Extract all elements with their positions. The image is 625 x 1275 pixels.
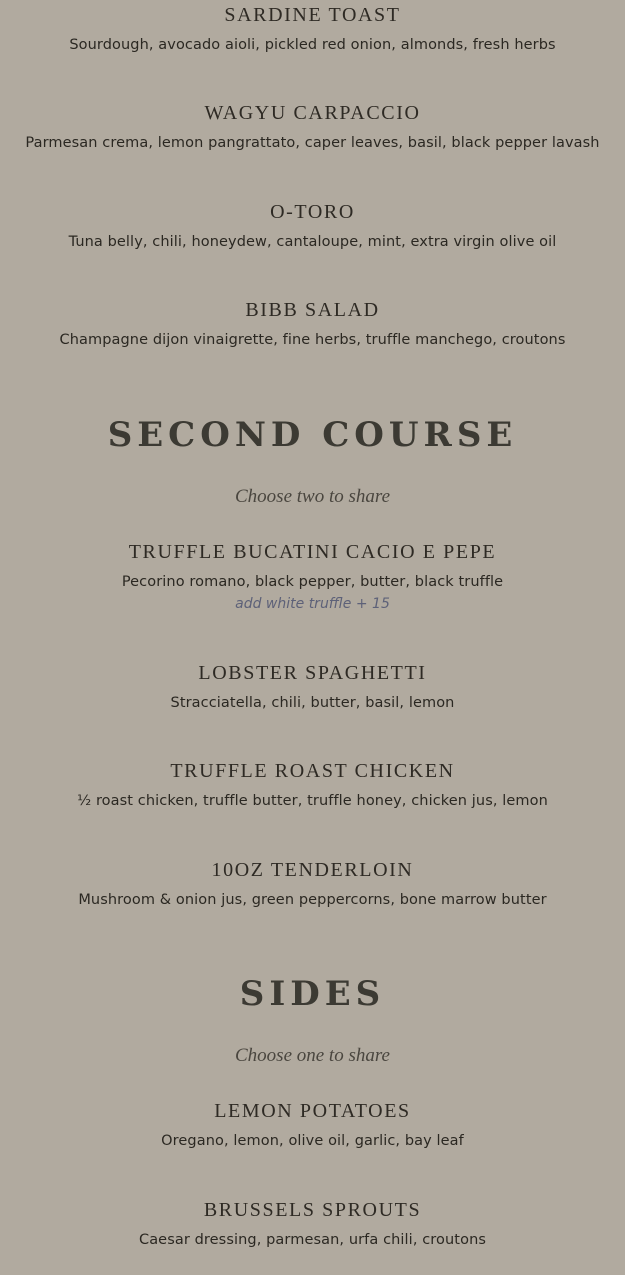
section-subtitle: Choose two to share xyxy=(235,486,390,507)
dish-name: LEMON POTATOES xyxy=(214,1100,411,1122)
dish-name: TRUFFLE BUCATINI CACIO E PEPE xyxy=(128,541,497,563)
dish-description: Stracciatella, chili, butter, basil, lemon xyxy=(170,695,455,711)
dish-name: O-TORO xyxy=(270,201,355,223)
dish-description: Pecorino romano, black pepper, butter, black truffle xyxy=(121,574,504,590)
dish-description: Oregano, lemon, olive oil, garlic, bay leaf xyxy=(161,1133,464,1149)
dish-name: BIBB SALAD xyxy=(245,299,380,321)
dish-addon: add white truffle + 15 xyxy=(235,596,390,612)
dish-description: Tuna belly, chili, honeydew, cantaloupe, mint, extra virgin olive oil xyxy=(68,234,557,250)
dish-name: WAGYU CARPACCIO xyxy=(204,102,421,124)
dish-description: Mushroom & onion jus, green peppercorns, bone marrow butter xyxy=(78,892,547,908)
dish-description: ½ roast chicken, truffle butter, truffle honey, chicken jus, lemon xyxy=(77,793,548,809)
dish-name: 10OZ TENDERLOIN xyxy=(211,859,414,881)
section-title-sides: SIDES xyxy=(239,974,386,1014)
dish-description: Parmesan crema, lemon pangrattato, caper leaves, basil, black pepper lavash xyxy=(25,135,600,151)
dish-name: TRUFFLE ROAST CHICKEN xyxy=(170,760,455,782)
dish-name: BRUSSELS SPROUTS xyxy=(203,1199,422,1221)
dish-description: Sourdough, avocado aioli, pickled red onion, almonds, fresh herbs xyxy=(69,37,556,53)
dish-name: LOBSTER SPAGHETTI xyxy=(198,662,427,684)
dish-description: Caesar dressing, parmesan, urfa chili, croutons xyxy=(138,1232,487,1248)
dish-description: Champagne dijon vinaigrette, fine herbs, truffle manchego, croutons xyxy=(59,332,566,348)
dish-name: SARDINE TOAST xyxy=(224,4,401,26)
section-subtitle: Choose one to share xyxy=(235,1045,390,1066)
section-title-second-course: SECOND COURSE xyxy=(107,415,518,455)
